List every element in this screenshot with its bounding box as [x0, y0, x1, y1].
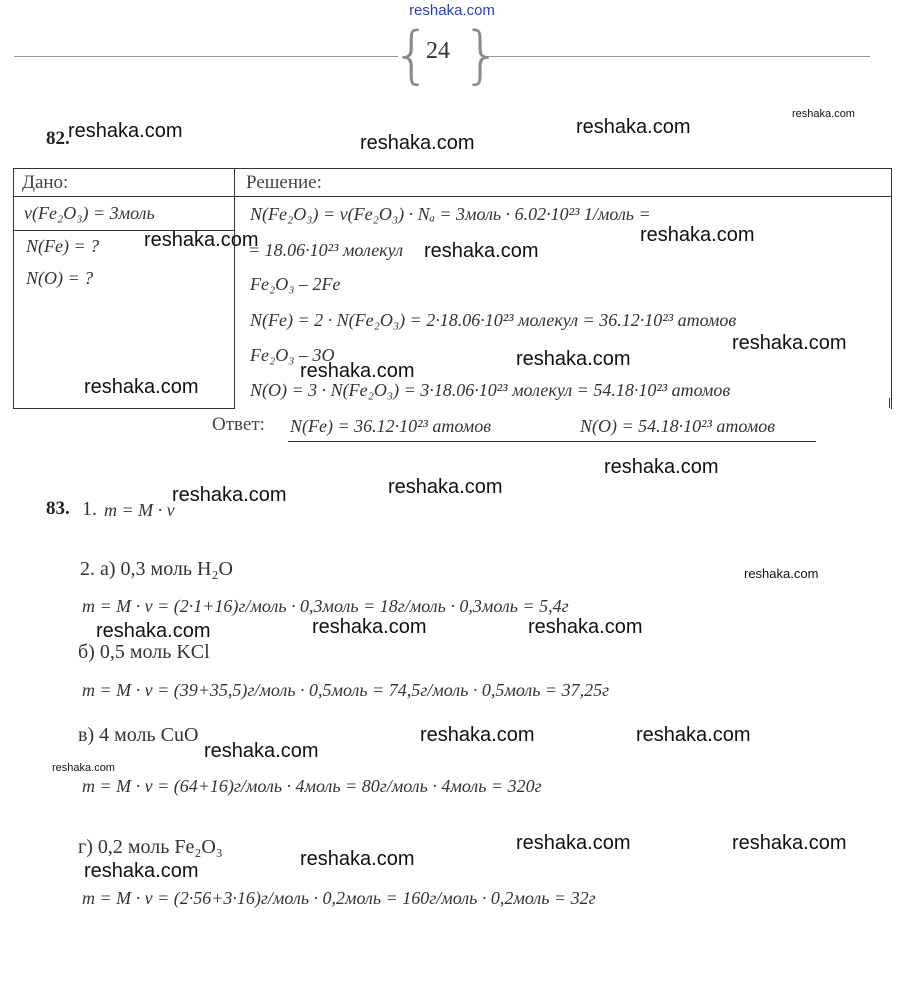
watermark: reshaka.com — [144, 229, 259, 251]
answer-underline — [288, 441, 816, 442]
watermark: reshaka.com — [312, 616, 427, 638]
given-find-fe: N(Fe) = ? — [26, 236, 100, 256]
watermark: reshaka.com — [96, 620, 211, 642]
left-brace-icon: { — [392, 18, 432, 91]
part-g-label: г) 0,2 моль Fe₂O₃ — [78, 836, 223, 858]
watermark: reshaka.com — [300, 848, 415, 870]
solution-line-2: = 18.06·10²³ молекул — [248, 240, 404, 260]
watermark: reshaka.com — [576, 116, 691, 138]
given-amount: ν(Fe₂O₃) = 3моль — [24, 203, 155, 223]
watermark: reshaka.com — [604, 456, 719, 478]
answer-label: Ответ: — [212, 414, 265, 435]
watermark: reshaka.com — [528, 616, 643, 638]
watermark: reshaka.com — [420, 724, 535, 746]
watermark: reshaka.com — [732, 332, 847, 354]
solution-line-6: N(O) = 3 · N(Fe₂O₃) = 3·18.06·10²³ молекул = 54.18·10²³ атомов — [250, 380, 731, 400]
step-1-label: 1. — [82, 498, 97, 520]
page-number: 24 — [426, 38, 450, 64]
part-a-label: 2. а) 0,3 моль H₂O — [80, 558, 233, 580]
watermark: reshaka.com — [300, 360, 415, 382]
part-b-label: б) 0,5 моль KCl — [78, 641, 210, 663]
watermark: reshaka.com — [640, 224, 755, 246]
watermark: reshaka.com — [84, 376, 199, 398]
header-rule-right — [482, 56, 870, 57]
watermark: reshaka.com — [84, 860, 199, 882]
table-column-divider — [234, 168, 235, 409]
solution-line-3: Fe₂O₃ – 2Fe — [250, 274, 341, 294]
watermark: reshaka.com — [172, 484, 287, 506]
table-right-tick — [889, 398, 890, 408]
part-v-calc: m = M · ν = (64+16)г/моль · 4моль = 80г/моль · 4моль = 320г — [82, 776, 542, 796]
mass-formula: m = M · ν — [104, 500, 175, 520]
solution-line-5: Fe₂O₃ – 3O — [250, 345, 335, 365]
answer-fe: N(Fe) = 36.12·10²³ атомов — [290, 416, 492, 436]
answer-o: N(O) = 54.18·10²³ атомов — [580, 416, 776, 436]
watermark: reshaka.com — [516, 832, 631, 854]
watermark: reshaka.com — [636, 724, 751, 746]
solution-line-4: N(Fe) = 2 · N(Fe₂O₃) = 2·18.06·10²³ молекул = 36.12·10²³ атомов — [250, 310, 737, 330]
table-header-divider — [13, 196, 891, 197]
watermark: reshaka.com — [68, 120, 183, 142]
part-g-calc: m = M · ν = (2·56+3·16)г/моль · 0,2моль = 160г/моль · 0,2моль = 32г — [82, 888, 596, 908]
part-b-calc: m = M · ν = (39+35,5)г/моль · 0,5моль = 74,5г/моль · 0,5моль = 37,25г — [82, 680, 610, 700]
solution-line-1: N(Fe₂O₃) = ν(Fe₂O₃) · Nₐ = 3моль · 6.02·10²³ 1/моль = — [250, 204, 651, 224]
watermark: reshaka.com — [424, 240, 539, 262]
watermark: reshaka.com — [204, 740, 319, 762]
part-v-label: в) 4 моль CuO — [78, 724, 199, 746]
watermark: reshaka.com — [52, 762, 115, 774]
watermark: reshaka.com — [744, 566, 819, 581]
table-bottom-border — [13, 408, 234, 409]
watermark: reshaka.com — [360, 132, 475, 154]
watermark: reshaka.com — [388, 476, 503, 498]
given-find-o: N(O) = ? — [26, 268, 94, 288]
header-site-link[interactable]: reshaka.com — [409, 2, 495, 19]
header-rule-left — [14, 56, 398, 57]
watermark: reshaka.com — [732, 832, 847, 854]
problem-83-number: 83. — [46, 498, 70, 519]
right-brace-icon: } — [462, 18, 502, 91]
part-a-calc: m = M · ν = (2·1+16)г/моль · 0,3моль = 18г/моль · 0,3моль = 5,4г — [82, 596, 569, 616]
watermark: reshaka.com — [516, 348, 631, 370]
solution-header: Решение: — [246, 172, 322, 193]
given-header: Дано: — [22, 172, 69, 193]
watermark: reshaka.com — [792, 108, 855, 120]
problem-82-number: 82. — [46, 128, 70, 149]
